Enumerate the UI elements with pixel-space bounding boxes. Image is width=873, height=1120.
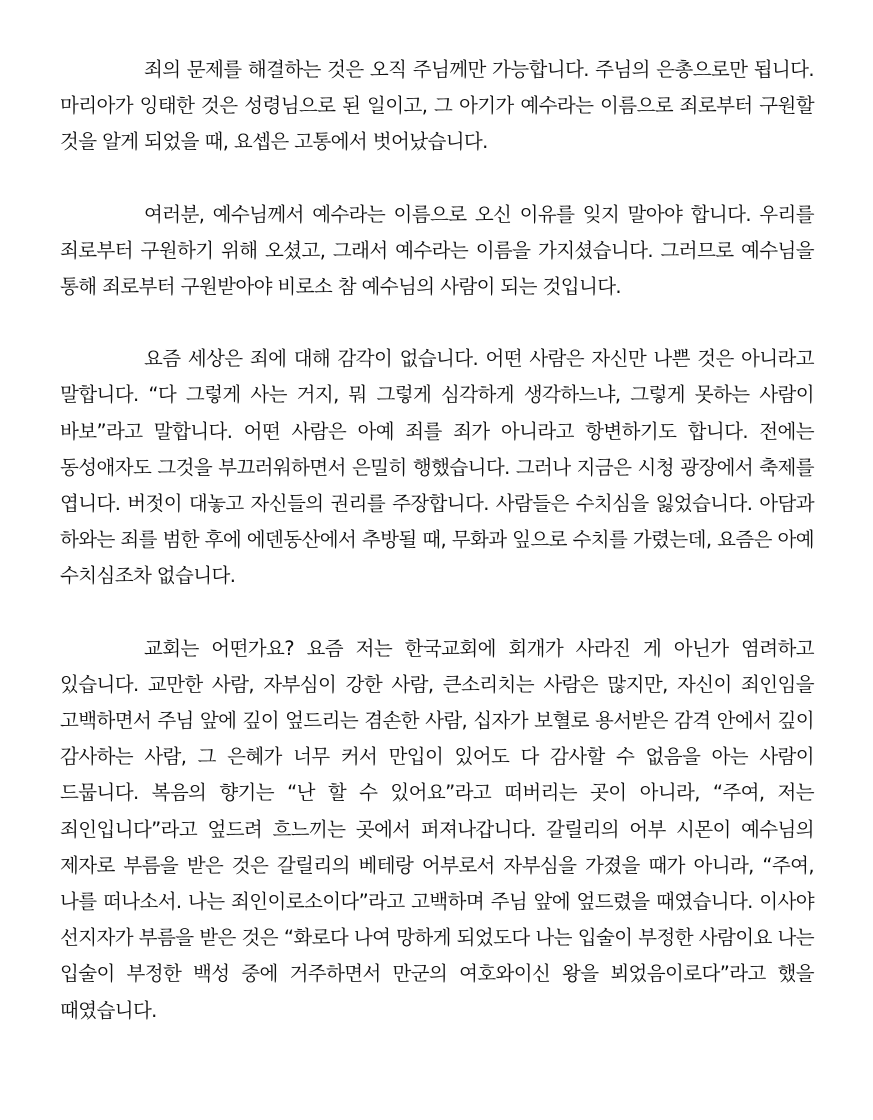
- document-page: [60, 52, 814, 1029]
- paragraph-3: 요즘 세상은 죄에 대해 감각이 없습니다. 어떤 사람은 자신만 나쁜 것은 아니라고 말합니다. “다 그렇게 사는 거지, 뭐 그렇게 심각하게 생각하느냐, 그렇게 못하는 사람이 바보”라고 말합니다. 어떤 사람은 아예 죄를 죄가 아니라고 항변하기도 합니다. 전에는 동성애자도 그것을 부끄러워하면서 은밀히 행했습니다. 그러나 지금은 시청 광장에서 축제를 엽니다. 버젓이 대놓고 자신들의 권리를 주장합니다. 사람들은 수치심을 잃었습니다. 아담과 하와는 죄를 범한 후에 에덴동산에서 추방될 때, 무화과 잎으로 수치를 가렸는데, 요즘은 아예 수치심조차 없습니다.: [60, 347, 814, 588]
- paragraph-1: 죄의 문제를 해결하는 것은 오직 주님께만 가능합니다. 주님의 은총으로만 됩니다. 마리아가 잉태한 것은 성령님으로 된 일이고, 그 아기가 예수라는 이름으로 죄로부터 구원할 것을 알게 되었을 때, 요셉은 고통에서 벗어났습니다.: [60, 58, 814, 154]
- paragraph-4: 교회는 어떤가요? 요즘 저는 한국교회에 회개가 사라진 게 아닌가 염려하고 있습니다. 교만한 사람, 자부심이 강한 사람, 큰소리치는 사람은 많지만, 자신이 죄인임을 고백하면서 주님 앞에 깊이 엎드리는 겸손한 사람, 십자가 보혈로 용서받은 감격 안에서 깊이 감사하는 사람, 그 은혜가 너무 커서 만입이 있어도 다 감사할 수 없음을 아는 사람이 드뭅니다. 복음의 향기는 “난 할 수 있어요”라고 떠버리는 곳이 아니라, “주여, 저는 죄인입니다”라고 엎드려 흐느끼는 곳에서 퍼져나갑니다. 갈릴리의 어부 시몬이 예수님의 제자로 부름을 받은 것은 갈릴리의 베테랑 어부로서 자부심을 가졌을 때가 아니라, “주여, 나를 떠나소서. 나는 죄인이로소이다”라고 고백하며 주님 앞에 엎드렸을 때였습니다. 이사야 선지자가 부름을 받은 것은 “화로다 나여 망하게 되었도다 나는 입술이 부정한 사람이요 나는 입술이 부정한 백성 중에 거주하면서 만군의 여호와이신 왕을 뵈었음이로다”라고 했을 때였습니다.: [60, 636, 814, 1022]
- paragraph-2: 여러분, 예수님께서 예수라는 이름으로 오신 이유를 잊지 말아야 합니다. 우리를 죄로부터 구원하기 위해 오셨고, 그래서 예수라는 이름을 가지셨습니다. 그러므로 예수님을 통해 죄로부터 구원받아야 비로소 참 예수님의 사람이 되는 것입니다.: [60, 202, 814, 299]
